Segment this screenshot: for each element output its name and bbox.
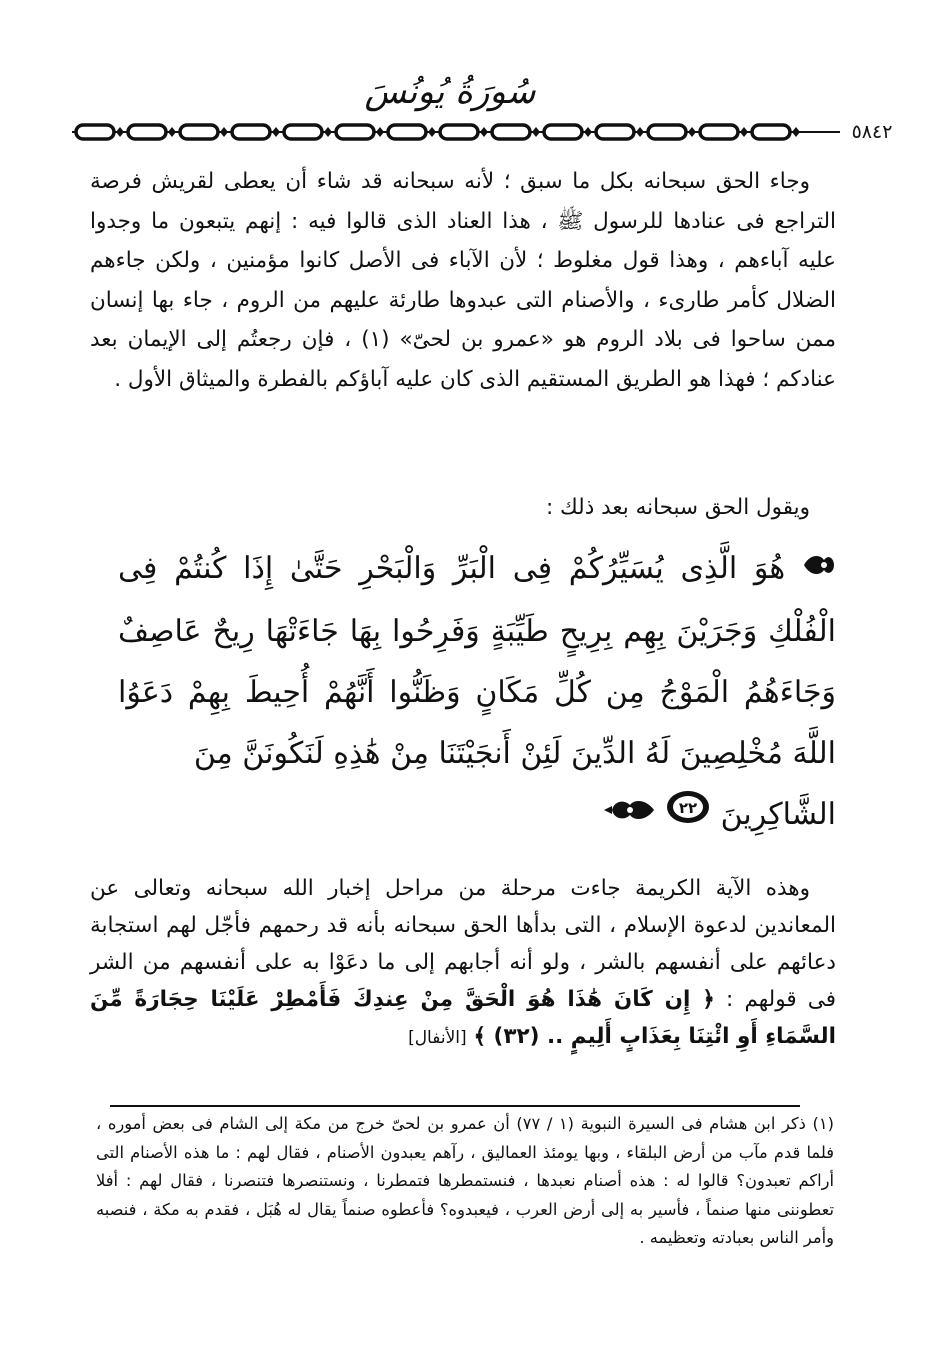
- ornamental-bracket-end-icon: [602, 785, 656, 846]
- footnote: [96, 1110, 834, 1253]
- chain-diamond: [220, 127, 228, 137]
- chain-diamond: [324, 127, 332, 137]
- chain-link: [336, 125, 374, 139]
- chain-diamond: [584, 127, 592, 137]
- chain-link: [752, 125, 790, 139]
- paragraph-1: [90, 162, 836, 399]
- quoted-verse: ﴿ إِن كَانَ هَٰذَا هُوَ الْحَقَّ مِنْ عِندِكَ فَأَمْطِرْ عَلَيْنَا حِجَارَةً مِّنَ السَّمَاءِ أَوِ ائْتِنَا بِعَذَابٍ أَلِيمٍ .. (٣٢) ﴾: [90, 987, 836, 1049]
- chain-link: [648, 125, 686, 139]
- paragraph-1-text: وجاء الحق سبحانه بكل ما سبق ؛ لأنه سبحانه قد شاء أن يعطى لقريش فرصة التراجع فى عنادها للرسول ﷺ ، هذا العناد الذى قالوا فيه : إنهم يتبعون ما وجدوا عليه آباءهم ، وهذا قول مغلوط ؛ لأن الآباء فى الأصل كانوا مؤمنين ، ولكن جاءهم الضلال كأمر طارىء ، والأصنام التى عبدوها طارئة عليهم من الروم ، جاء بها إنسان ممن ساحوا فى بلاد الروم هو «عمرو بن لحىّ» (١) ، فإن رجعتُم إلى الإيمان بعد عنادكم ؛ فهذا هو الطريق المستقيم الذى كان عليه آباؤكم بالفطرة والميثاق الأول .: [90, 169, 836, 392]
- paragraph-2: [90, 870, 836, 1057]
- chain-diamond: [428, 127, 436, 137]
- chain-link: [544, 125, 582, 139]
- verse-last-line: [118, 784, 836, 847]
- chain-link: [128, 125, 166, 139]
- chain-diamond: [116, 127, 124, 137]
- chain-diamond: [636, 127, 644, 137]
- paragraph-2-body: وهذه الآية الكريمة جاءت مرحلة من مراحل إخبار الله سبحانه وتعالى عن المعاندين لدعوة الإسلام ، التى بدأها الحق سبحانه بأنه قد رحمهم فأجّل لهم استجابة دعائهم على أنفسهم بالشر ، ولو أنه أجابهم إلى ما دعَوْا به على أنفسهم من الشر فى قولهم :: [90, 876, 837, 1012]
- quote-reference: [الأنفال]: [408, 1028, 467, 1048]
- chain-diamond: [168, 127, 176, 137]
- chain-diamond: [272, 127, 280, 137]
- chain-link: [76, 125, 114, 139]
- chain-link: [284, 125, 322, 139]
- verse-text: هُوَ الَّذِى يُسَيِّرُكُمْ فِى الْبَرِّ وَالْبَحْرِ حَتَّىٰ إِذَا كُنتُمْ فِى الْفُلْكِ وَجَرَيْنَ بِهِم بِرِيحٍ طَيِّبَةٍ وَفَرِحُوا بِهَا جَاءَتْهَا رِيحٌ عَاصِفٌ وَجَاءَهُمُ الْمَوْجُ مِن كُلِّ مَكَانٍ وَظَنُّوا أَنَّهُمْ أُحِيطَ بِهِمْ دَعَوُا اللَّهَ مُخْلِصِينَ لَهُ الدِّينَ لَئِنْ أَنجَيْتَنَا مِنْ هَٰذِهِ لَنَكُونَنَّ مِنَ: [118, 551, 836, 771]
- verse-number: ٢٢: [678, 799, 698, 817]
- footnote-text: (١) ذكر ابن هشام فى السيرة النبوية (١ / ٧٧) أن عمرو بن لحىّ خرج من مكة إلى الشام فى بعض أموره ، فلما قدم مآب من أرض البلقاء ، وبها يومئذ العماليق ، رآهم يعبدون الأصنام ، فقال لهم : ما هذه الأصنام التى أراكم تعبدون؟ قالوا له : هذه أصنام نعبدها ، فنستمطرها فتمطرنا ، ونستنصرها فتنصرنا ، فقال لهم : أفلا تعطوننى منها صنماً ، فأسير به إلى أرض العرب ، فيعبدوه؟ فأعطوه صنماً يقال له هُبَل ، فقدم به مكة ، فنصبه وأمر الناس بعبادته وتعظيمه .: [96, 1114, 834, 1247]
- header-chain-border: [72, 121, 840, 143]
- chain-diamond: [740, 127, 748, 137]
- chain-diamond: [688, 127, 696, 137]
- chain-link: [492, 125, 530, 139]
- paragraph-2-text: [90, 870, 836, 1057]
- chain-link: [596, 125, 634, 139]
- surah-title: سُورَةُ يُونُسَ: [364, 72, 536, 112]
- chain-diamond: [376, 127, 384, 137]
- chain-diamond: [532, 127, 540, 137]
- chain-diamond: [480, 127, 488, 137]
- chain-link: [440, 125, 478, 139]
- chain-link: [388, 125, 426, 139]
- page-number: ٥٨٤٢: [851, 121, 893, 143]
- ornamental-bracket-icon: [802, 540, 836, 601]
- chain-link: [180, 125, 218, 139]
- quran-verse: [118, 538, 836, 846]
- chain-diamond: [792, 127, 800, 137]
- chain-link: [700, 125, 738, 139]
- verse-intro: ويقول الحق سبحانه بعد ذلك :: [545, 495, 810, 520]
- footnote-separator: [110, 1105, 800, 1107]
- verse-number-badge: [665, 785, 711, 846]
- chain-link: [232, 125, 270, 139]
- verse-last-word: الشَّاكِرِينَ: [720, 796, 836, 832]
